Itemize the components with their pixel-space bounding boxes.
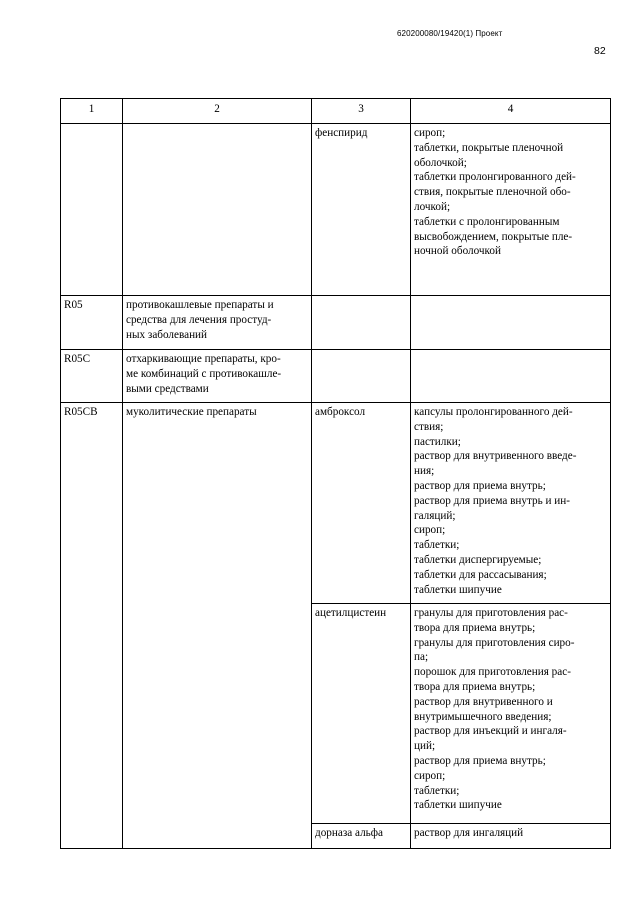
dosage-forms-cell: капсулы пролонгированного дей- ствия; пастилки; раствор для внутривенного введе- ния; раствор для приема внутрь; раствор для приема внутрь и ин- галяций; сироп; таблетки; таблетки диспергируемые; таблетки для рассасывания; таблетки шипучие: [411, 403, 611, 604]
table-row: [61, 403, 611, 604]
column-header: 3: [312, 99, 411, 124]
pharm-group-cell: отхаркивающие препараты, кро- ме комбинаций с противокашле- выми средствами: [123, 350, 312, 403]
atc-code-cell: R05C: [61, 350, 123, 403]
atc-code-cell: [61, 124, 123, 296]
pharm-group-cell: муколитические препараты: [123, 403, 312, 849]
atc-code-cell: R05CB: [61, 403, 123, 849]
table-row: [61, 350, 611, 403]
dosage-forms-cell: [411, 296, 611, 350]
substance-cell: [312, 296, 411, 350]
table-row: [61, 124, 611, 296]
substance-cell: амброксол: [312, 403, 411, 604]
column-header: 4: [411, 99, 611, 124]
substance-cell: ацетилцистеин: [312, 604, 411, 824]
atc-code-cell: R05: [61, 296, 123, 350]
dosage-forms-cell: сироп; таблетки, покрытые пленочной оболочкой; таблетки пролонгированного дей- ствия, покрытые пленочной обо- лочкой; таблетки с пролонгированным высвобождением, покрытые пле- ночной оболочкой: [411, 124, 611, 296]
page-number: 82: [594, 45, 606, 57]
substance-cell: [312, 350, 411, 403]
table-row: [61, 296, 611, 350]
substance-cell: дорназа альфа: [312, 824, 411, 849]
table-header-row: [61, 99, 611, 124]
pharm-group-cell: противокашлевые препараты и средства для лечения простуд- ных заболеваний: [123, 296, 312, 350]
substance-cell: фенспирид: [312, 124, 411, 296]
drug-table: [60, 98, 611, 849]
dosage-forms-cell: раствор для ингаляций: [411, 824, 611, 849]
document-reference: 620200080/19420(1) Проект: [397, 29, 503, 38]
dosage-forms-cell: [411, 350, 611, 403]
column-header: 2: [123, 99, 312, 124]
dosage-forms-cell: гранулы для приготовления рас- твора для приема внутрь; гранулы для приготовления сиро- па; порошок для приготовления рас- твора для приема внутрь; раствор для внутривенного и внутримышечного введения; раствор для инъекций и ингаля- ций; раствор для приема внутрь; сироп; таблетки; таблетки шипучие: [411, 604, 611, 824]
pharm-group-cell: [123, 124, 312, 296]
column-header: 1: [61, 99, 123, 124]
